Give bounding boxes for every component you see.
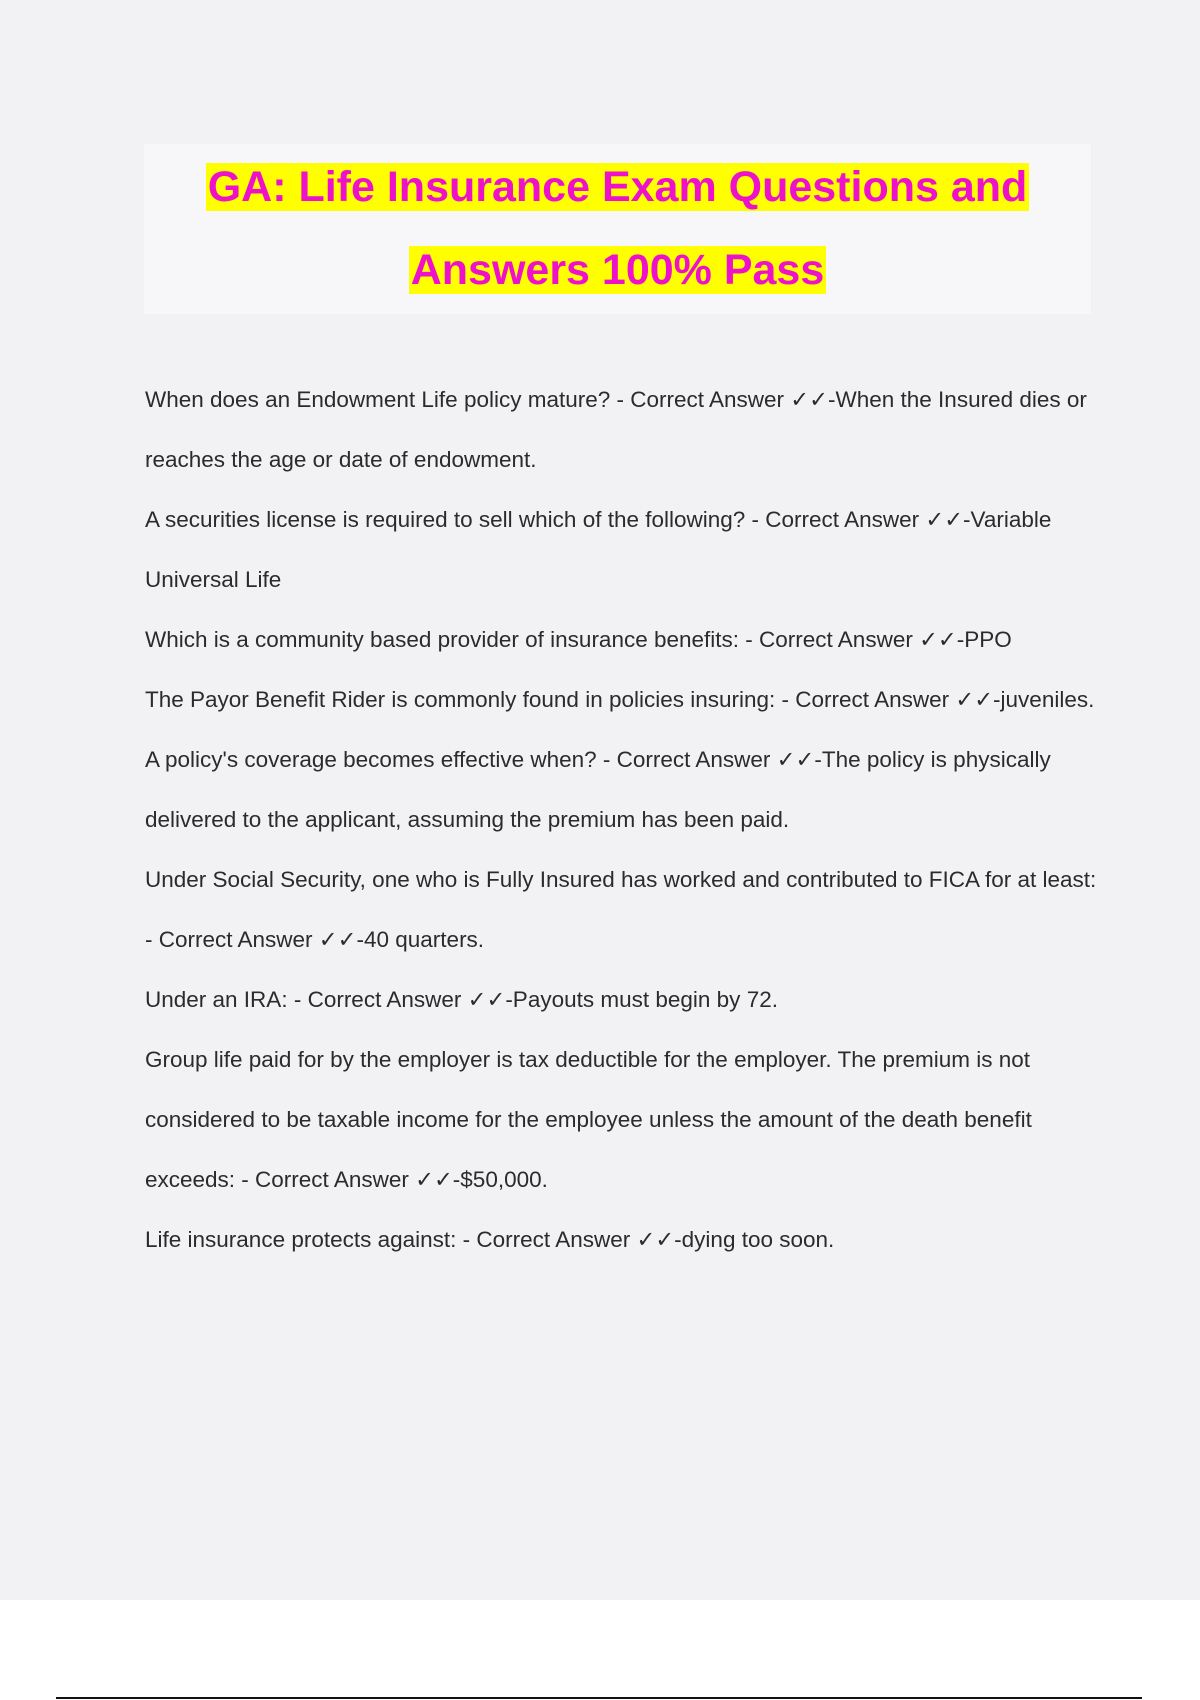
footer-divider: [56, 1697, 1142, 1699]
qa-list: [145, 370, 1105, 1270]
qa-item-endowment: When does an Endowment Life policy mature? - Correct Answer ✓✓-When the Insured dies or reaches the age or date of endowment.: [145, 387, 1087, 472]
page-title-part-2: Answers 100% Pass: [410, 246, 825, 294]
title-line-1: [144, 146, 1091, 229]
qa-item-group-life: Group life paid for by the employer is tax deductible for the employer. The premium is not considered to be taxable income for the employee unless the amount of the death benefit exceeds: - Correct Answer ✓✓-$50,000.: [145, 1047, 1032, 1192]
title-box: [144, 144, 1091, 314]
qa-item-coverage-effective: A policy's coverage becomes effective when? - Correct Answer ✓✓-The policy is physically delivered to the applicant, assuming the premium has been paid.: [145, 747, 1051, 832]
title-line-2: [144, 229, 1091, 312]
qa-item-payor-benefit-rider: The Payor Benefit Rider is commonly found in policies insuring: - Correct Answer ✓✓-juveniles.: [145, 687, 1095, 712]
qa-item-fully-insured: Under Social Security, one who is Fully Insured has worked and contributed to FICA for at least: - Correct Answer ✓✓-40 quarters.: [145, 867, 1097, 952]
page-title-part-1: GA: Life Insurance Exam Questions and: [207, 163, 1028, 211]
qa-item-securities-license: A securities license is required to sell which of the following? - Correct Answer ✓✓-Variable Universal Life: [145, 507, 1052, 592]
qa-item-ira: Under an IRA: - Correct Answer ✓✓-Payouts must begin by 72.: [145, 987, 778, 1012]
qa-item-life-insurance: Life insurance protects against: - Correct Answer ✓✓-dying too soon.: [145, 1227, 835, 1252]
qa-item-community-provider: Which is a community based provider of insurance benefits: - Correct Answer ✓✓-PPO: [145, 627, 1012, 652]
